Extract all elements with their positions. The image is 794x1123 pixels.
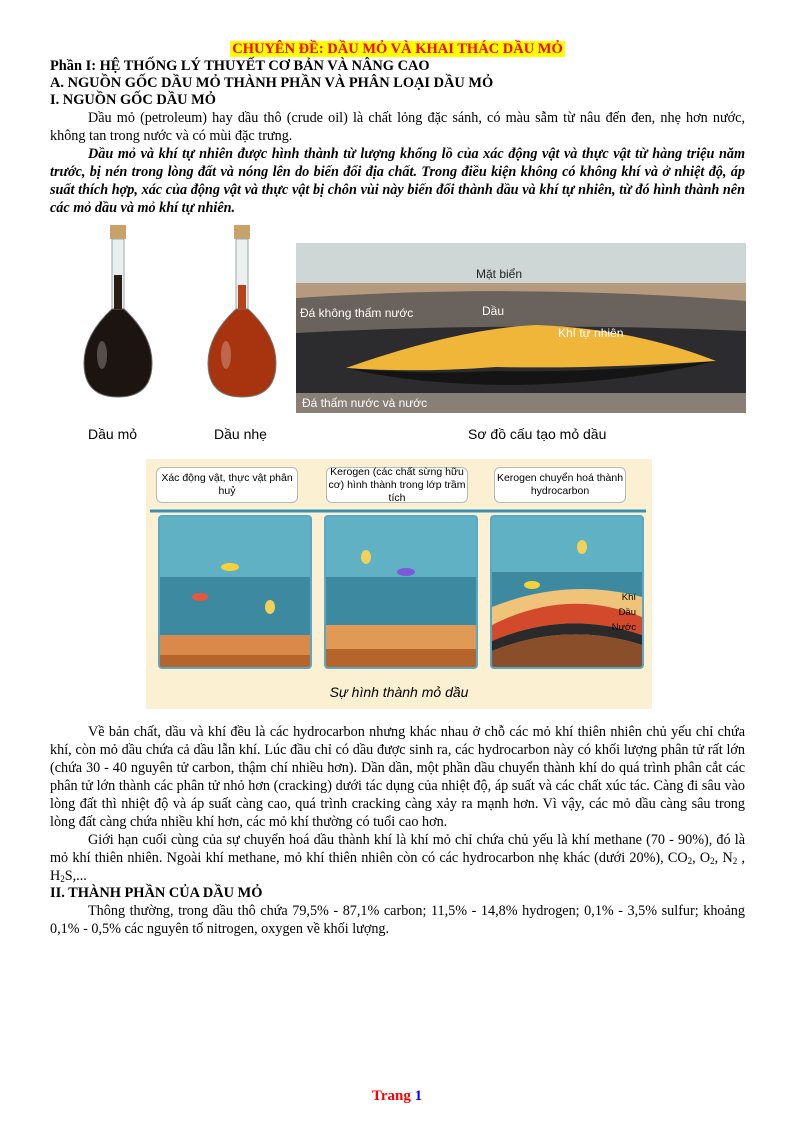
paragraph-definition: Dầu mỏ (petroleum) hay dầu thô (crude oil) là chất lỏng đặc sánh, có màu sẫm từ nâu đến đen, nhẹ hơn nước, không tan trong nước và có mùi đặc trưng. (50, 110, 745, 144)
timeline-arrow (146, 507, 652, 515)
oil-reservoir-diagram (296, 243, 746, 413)
step-box-decomposition: Xác động vật, thực vật phân huỷ (156, 467, 298, 503)
page-footer: Trang 1 (371, 1088, 423, 1104)
light-oil-label: Dầu nhẹ (214, 426, 267, 442)
legend-gas: Khí (621, 592, 636, 603)
page-title: CHUYÊN ĐỀ: DẦU MỎ VÀ KHAI THÁC DẦU MỎ (232, 41, 563, 57)
crude-oil-flask-image (78, 225, 158, 403)
paragraph-composition: Thông thường, trong dầu thô chứa 79,5% - 87,1% carbon; 11,5% - 14,8% hydrogen; 0,1% - 3,5% sulfur; khoảng 0,1% - 0,5% các nguyên tố nitrogen, oxygen về khối lượng. (50, 903, 745, 937)
stage-panel-2 (324, 515, 478, 669)
paragraph-methane: Giới hạn cuối cùng của sự chuyển hoá dầu thành khí là khí mỏ chỉ chứa chủ yếu là khí methane (70 - 90%), đó là mỏ khí thiên nhiên. Ngoài khí methane, mỏ khí thiên nhiên còn có các hydrocarbon nhẹ khác (dưới 20%), $CO_2$, $O_2$, $N_2$ , $H_2S$,... (50, 832, 746, 884)
formation-caption: Sự hình thành mỏ dầu (329, 684, 469, 700)
step-box-kerogen: Kerogen (các chất sừng hữu cơ) hình thành trong lớp trầm tích (326, 467, 468, 503)
section-heading: A. NGUỒN GỐC DẦU MỎ THÀNH PHẦN VÀ PHÂN LOẠI DẦU MỎ (50, 75, 494, 91)
oil-label: Dầu (482, 304, 505, 318)
paragraph-formation: Dầu mỏ và khí tự nhiên được hình thành từ lượng khổng lồ của xác động vật và thực vật từ hàng triệu năm trước, bị nén trong lòng đất và nóng lên do biến đổi địa chất. Trong điều kiện không có không khí và ở nhiệt độ, áp suất thích hợp, xác của động vật và thực vật bị chôn vùi này biến đổi thành dầu và khí tự nhiên, từ đó hình thành nên các mỏ dầu và mỏ khí tự nhiên. (50, 146, 745, 216)
natural-gas-label: Khí tự nhiên (558, 326, 624, 340)
crude-oil-label: Dầu mỏ (88, 426, 138, 442)
legend-water: Nước (611, 622, 636, 633)
strata-caption: Sơ đồ cấu tạo mỏ dầu (468, 426, 607, 442)
step-box-hydrocarbon: Kerogen chuyển hoá thành hydrocarbon (494, 467, 626, 503)
paragraph-nature: Về bản chất, dầu và khí đều là các hydrocarbon nhưng khác nhau ở chỗ các mỏ khí thiên nhiên chủ yếu chỉ chứa khí, còn mỏ dầu chứa cả dầu lẫn khí. Lúc đầu chỉ có dầu được sinh ra, các hydrocarbon này có khối lượng phân tử rất lớn (chứa 30 - 40 nguyên tử carbon, thậm chí nhiều hơn). Dần dần, một phần dầu chuyển thành khí do quá trình phân cắt các phân tử lớn thành các phân tử nhỏ hơn (cracking) dưới tác dụng của nhiệt độ, áp suất và các chất xúc tác. Càng đi sâu vào lòng đất thì nhiệt độ và áp suất càng cao, quá trình cracking càng xảy ra mạnh hơn. Vì vậy, các mỏ dầu càng sâu trong lòng đất càng chứa nhiều khí hơn, các mỏ khí thường có tuổi cao hơn. (50, 724, 745, 830)
page-number: 1 (414, 1088, 423, 1104)
legend-oil: Dầu (618, 607, 636, 618)
subsection-heading-origin: I. NGUỒN GỐC DẦU MỎ (50, 92, 216, 108)
stage-panel-1 (158, 515, 312, 669)
figure-oil-samples-and-strata (50, 225, 745, 457)
impermeable-rock-label: Đá không thấm nước (300, 306, 414, 320)
sea-surface-label: Mặt biển (476, 267, 523, 281)
part-heading: Phần I: HỆ THỐNG LÝ THUYẾT CƠ BẢN VÀ NÂNG CAO (50, 58, 430, 74)
permeable-rock-label: Đá thấm nước và nước (302, 396, 428, 410)
light-oil-flask-image (202, 225, 282, 403)
figure-oil-formation-process (146, 459, 652, 709)
subsection-heading-composition: II. THÀNH PHẦN CỦA DẦU MỎ (50, 885, 263, 901)
document-page (50, 40, 745, 938)
